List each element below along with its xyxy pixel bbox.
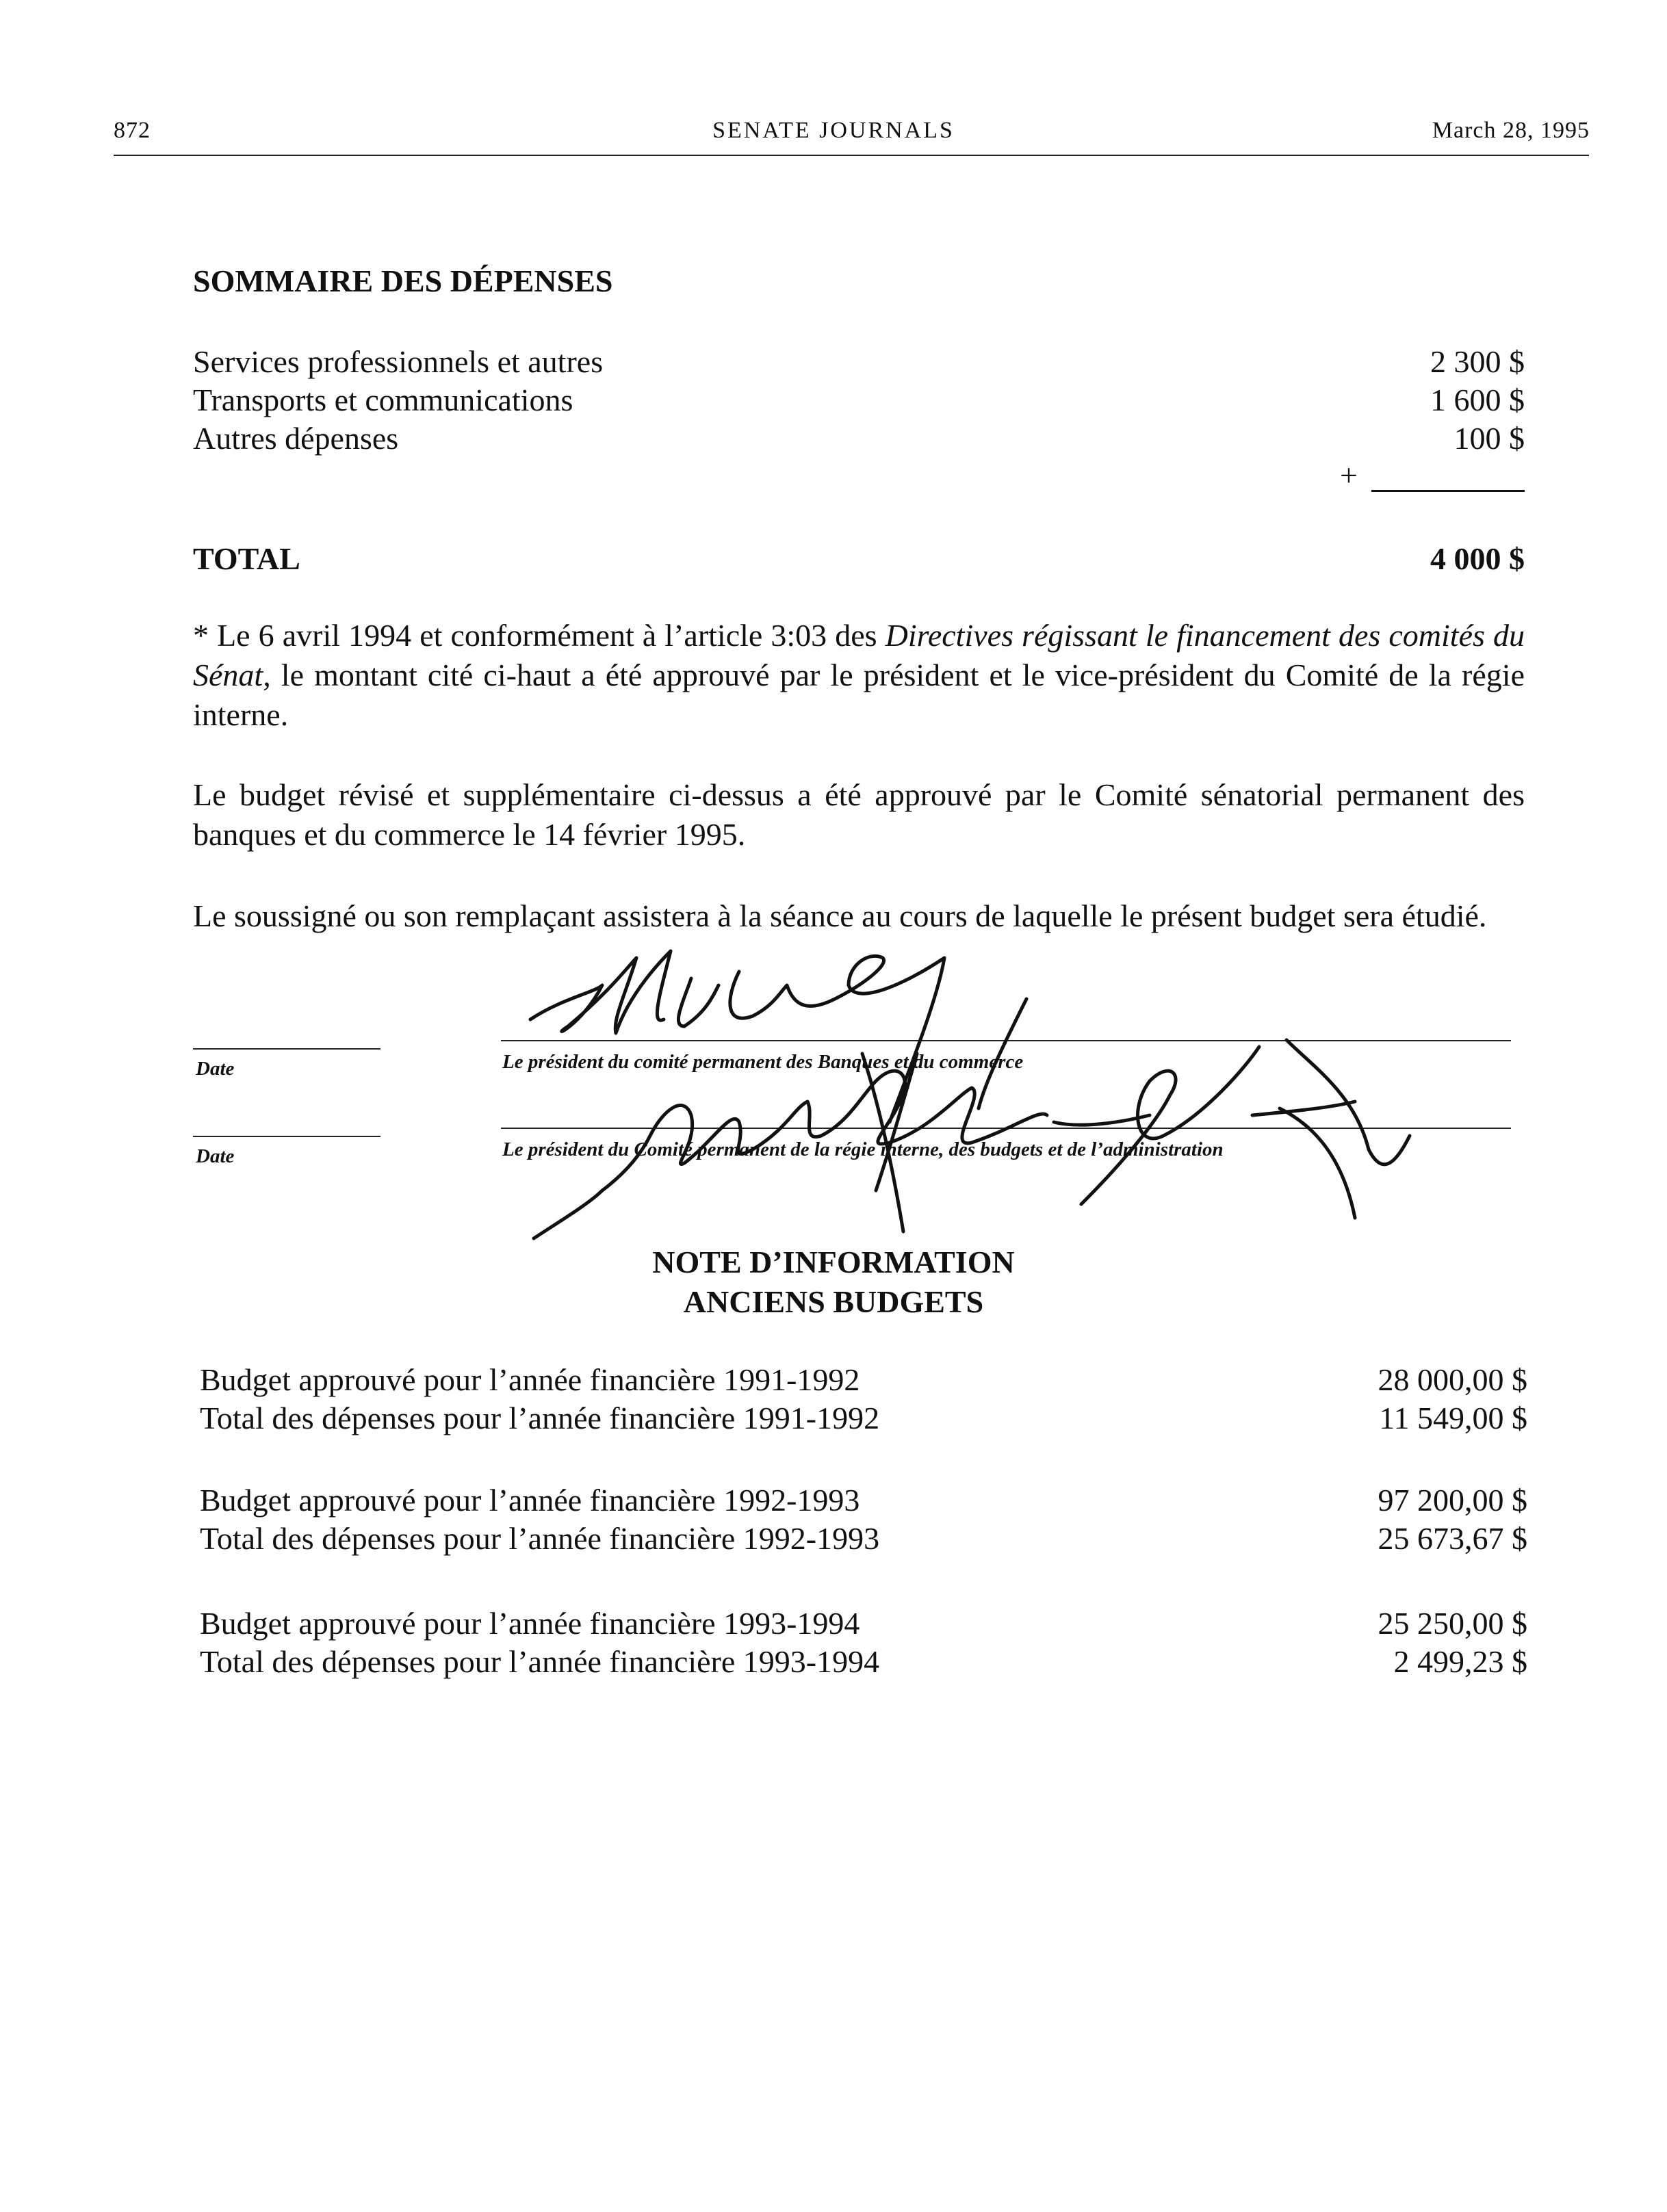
- budget-label: Total des dépenses pour l’année financière 1993-1994: [200, 1644, 880, 1679]
- date-line: [193, 1136, 380, 1137]
- budget-label: Budget approuvé pour l’année financière 1992-1993: [200, 1483, 860, 1518]
- date-label: Date: [196, 1058, 235, 1080]
- header-date: March 28, 1995: [1432, 118, 1590, 143]
- budget-label: Total des dépenses pour l’année financière 1992-1993: [200, 1521, 880, 1556]
- header-rule: [114, 155, 1589, 156]
- page-number: 872: [114, 118, 151, 143]
- handwritten-signatures: [465, 944, 1451, 1273]
- sum-rule: [1371, 490, 1525, 492]
- budget-label: Budget approuvé pour l’année financière 1991-1992: [200, 1362, 860, 1397]
- budget-label: Total des dépenses pour l’année financière 1991-1992: [200, 1401, 880, 1435]
- budget-amount: 28 000,00 $: [1378, 1362, 1527, 1397]
- budget-amount: 97 200,00 $: [1378, 1483, 1527, 1518]
- signature-caption: Le président du Comité permanent de la régie interne, des budgets et de l’administration: [502, 1138, 1224, 1160]
- committee-approval-paragraph: Le budget révisé et supplémentaire ci-dessus a été approuvé par le Comité sénatorial permanent des banques et du commerce le 14 février 1995.: [193, 777, 1525, 852]
- directives-title: Directives régissant le financement des comités du Sénat,: [193, 618, 1525, 692]
- note-subtitle: ANCIENS BUDGETS: [683, 1284, 984, 1319]
- date-line: [193, 1048, 380, 1050]
- budget-amount: 2 499,23 $: [1393, 1644, 1527, 1679]
- date-label: Date: [196, 1145, 235, 1167]
- total-amount: 4 000 $: [1430, 541, 1525, 576]
- budget-amount: 11 549,00 $: [1379, 1401, 1527, 1435]
- summary-amount: 1 600 $: [1430, 382, 1525, 417]
- journal-title: SENATE JOURNALS: [712, 118, 955, 143]
- plus-sign: +: [1340, 458, 1358, 493]
- summary-label: Services professionnels et autres: [193, 344, 604, 379]
- summary-title: SOMMAIRE DES DÉPENSES: [193, 263, 613, 298]
- budget-amount: 25 673,67 $: [1378, 1521, 1527, 1556]
- budget-amount: 25 250,00 $: [1378, 1606, 1527, 1641]
- summary-label: Transports et communications: [193, 382, 573, 417]
- summary-label: Autres dépenses: [193, 421, 399, 456]
- signature-caption: Le président du comité permanent des Banques et du commerce: [502, 1051, 1024, 1073]
- attendance-paragraph: Le soussigné ou son remplaçant assistera à la séance au cours de laquelle le présent budget sera étudié.: [193, 898, 1487, 933]
- approval-text-start: * Le 6 avril 1994 et conformément à l’article 3:03 des: [193, 618, 886, 653]
- total-label: TOTAL: [193, 541, 300, 576]
- summary-amount: 2 300 $: [1430, 344, 1525, 379]
- summary-amount: 100 $: [1453, 421, 1525, 456]
- approval-text-end: le montant cité ci-haut a été approuvé par le président et le vice-président du Comité de la régie interne.: [193, 658, 1525, 732]
- budget-label: Budget approuvé pour l’année financière 1993-1994: [200, 1606, 860, 1641]
- note-title: NOTE D’INFORMATION: [652, 1245, 1015, 1279]
- approval-paragraph: [193, 616, 1525, 735]
